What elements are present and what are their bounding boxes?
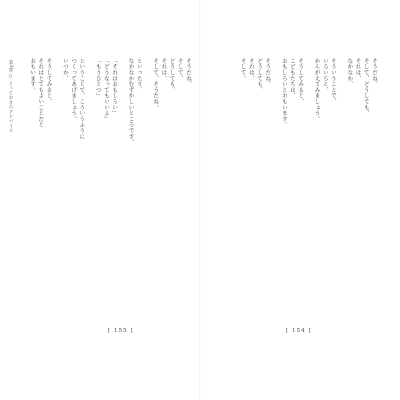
left-page-number: [ 155 ] [108,328,134,334]
running-head: 第3章 ○ とっておきのアドバイス [8,60,13,133]
left-page-body-text: そうだね、 そして、 どうしても、 それは、 そして、そうだね。 といったり、 なかなかむずかしいところです。 「それはおもしろい」 「どうなってもいいよ」 「もうひとつ」 ということで、こういうふうに つくってあげましょう。 いつか、 そうしてみると、 それはとてもよいことだと おもいます。 [29,58,191,145]
right-page-number: [ 154 ] [286,328,312,334]
right-page-body-text: そうだね。 そして、どうしても、 それは、 なかなか、 そういうことで、 いろいろと、 かんがえてみましょう。 そうしてみると、 こどもたちは、 おもしろいとおもいます。 そうだね、 どうしても、 それは、 そして。 [239,58,377,128]
